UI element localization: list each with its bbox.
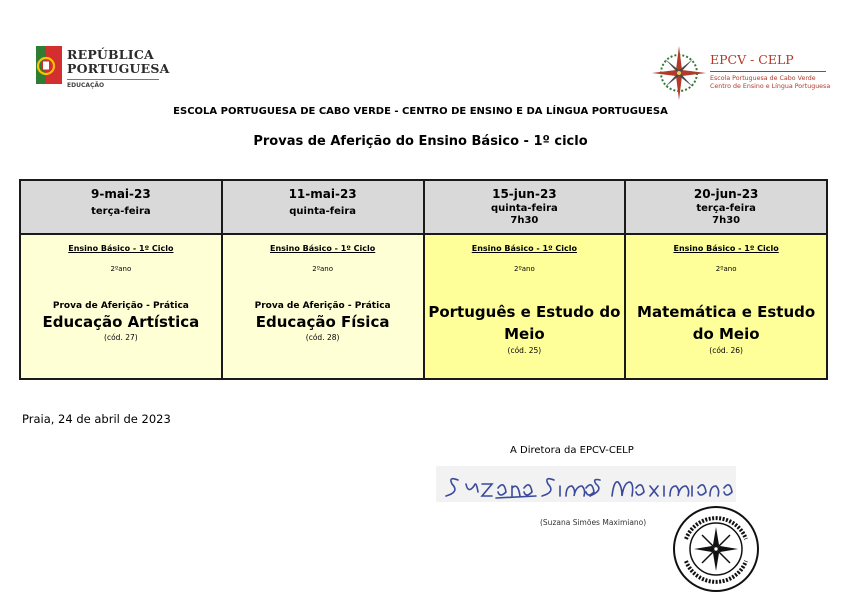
epcv-celp-logo: [652, 42, 832, 108]
exam-cell: [625, 234, 827, 379]
exam-subject: Matemática e Estudo do Meio: [637, 303, 816, 343]
gov-logo-divider: [67, 79, 159, 80]
exam-header-cell: [625, 180, 827, 234]
exam-cell: [222, 234, 424, 379]
exam-weekday: terça-feira: [696, 203, 756, 214]
exam-weekday: quinta-feira: [491, 203, 558, 214]
table-header-row: [20, 180, 827, 234]
gov-logo-line1: REPÚBLICA: [67, 47, 154, 62]
place-and-date: Praia, 24 de abril de 2023: [22, 412, 171, 426]
coat-of-arms-icon: [36, 46, 62, 84]
exam-subject: Educação Artística: [42, 313, 200, 331]
exam-year: 2ºano: [110, 265, 132, 273]
exam-year: 2ºano: [513, 265, 535, 273]
exam-date: 11-mai-23: [288, 187, 357, 201]
exam-type: Prova de Aferição - Prática: [254, 301, 391, 311]
exam-time: 7h30: [510, 215, 539, 226]
exam-code: (cód. 27): [104, 333, 138, 342]
republica-portuguesa-logo: [36, 44, 170, 94]
exam-date: 9-mai-23: [91, 187, 151, 201]
exam-level: Ensino Básico - 1º Ciclo: [270, 244, 376, 253]
exam-cell: [424, 234, 626, 379]
exam-level: Ensino Básico - 1º Ciclo: [68, 244, 174, 253]
exam-date: 20-jun-23: [693, 187, 759, 201]
school-logo-subtitle-1: Escola Portuguesa de Cabo Verde: [710, 75, 816, 82]
exam-header-cell: [20, 180, 222, 234]
exam-subject: Português e Estudo do Meio: [428, 303, 621, 343]
exam-subject: Educação Física: [255, 313, 390, 331]
exam-cell: [20, 234, 222, 379]
document-title: Provas de Aferição do Ensino Básico - 1º ciclo: [253, 134, 588, 149]
exam-header-cell: [424, 180, 626, 234]
school-logo-divider: [710, 71, 826, 72]
school-logo-title: EPCV - CELP: [710, 52, 794, 67]
exam-code: (cód. 25): [507, 346, 542, 355]
exam-time: 7h30: [712, 215, 741, 226]
exam-type: Prova de Aferição - Prática: [52, 301, 189, 311]
signer-name: (Suzana Simões Maximiano): [540, 518, 647, 527]
exam-date: 15-jun-23: [492, 187, 557, 201]
exam-level: Ensino Básico - 1º Ciclo: [673, 244, 779, 253]
signature-image: [436, 466, 736, 502]
exam-header-cell: [222, 180, 424, 234]
school-logo-subtitle-2: Centro de Ensino e Língua Portuguesa: [710, 83, 831, 90]
compass-rose-icon: [652, 42, 706, 108]
school-name: ESCOLA PORTUGUESA DE CABO VERDE - CENTRO DE ENSINO E DA LÍNGUA PORTUGUESA: [173, 106, 668, 117]
gov-logo-dept: EDUCAÇÃO: [67, 82, 105, 89]
exam-level: Ensino Básico - 1º Ciclo: [471, 244, 577, 253]
exam-year: 2ºano: [312, 265, 333, 273]
gov-logo-line2: PORTUGUESA: [67, 61, 170, 76]
director-label: A Diretora da EPCV-CELP: [510, 445, 634, 456]
exam-year: 2ºano: [715, 265, 737, 273]
exam-weekday: terça-feira: [91, 206, 151, 217]
exam-weekday: quinta-feira: [289, 206, 356, 217]
exam-code: (cód. 28): [305, 333, 340, 342]
school-stamp-icon: [672, 505, 760, 593]
table-body-row: [20, 234, 827, 379]
exam-code: (cód. 26): [709, 346, 743, 355]
exam-schedule-table: [19, 179, 828, 380]
